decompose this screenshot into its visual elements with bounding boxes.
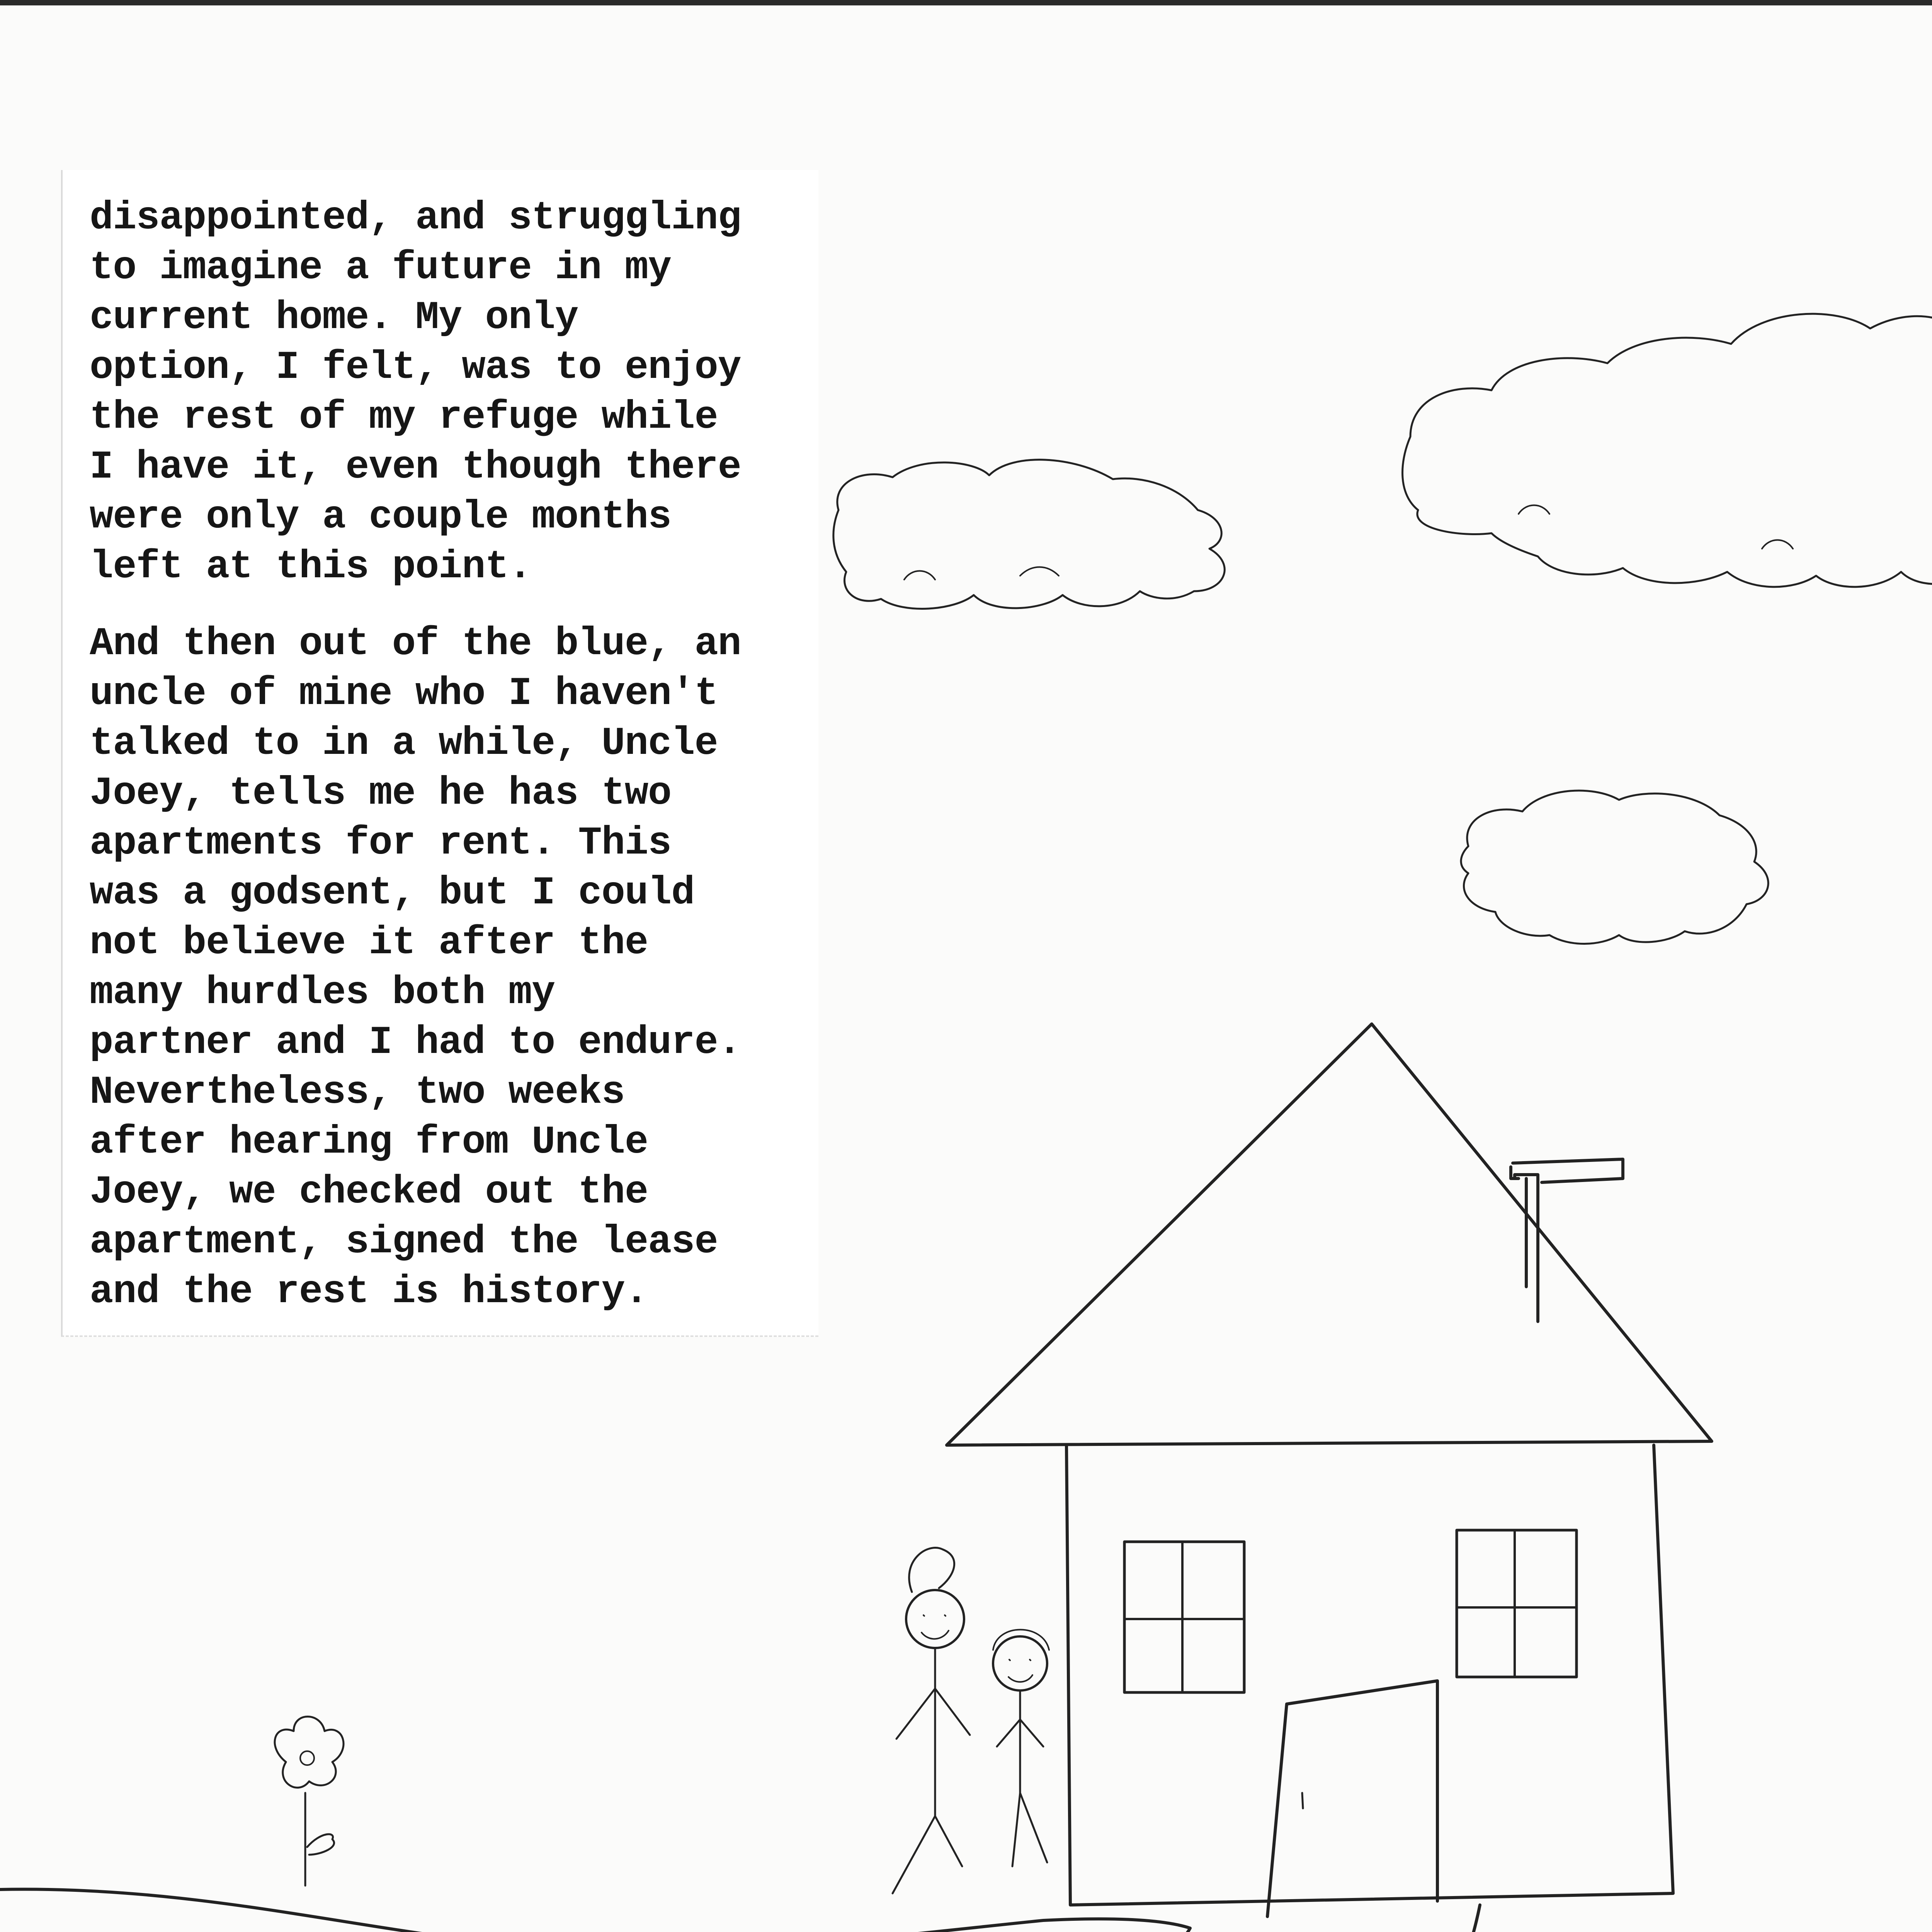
- road-icon: [0, 1889, 1480, 1932]
- cloud-icon: [833, 460, 1225, 609]
- article-paragraph-1: disappointed, and struggling to imagine a future in my current home. My only option, I felt, was to enjoy the rest of my refuge while I have it, even though there were only a couple months left at this point.: [90, 196, 741, 589]
- house-icon: [947, 1024, 1712, 1917]
- cloud-icon: [1403, 314, 1932, 587]
- cloud-icon: [1461, 791, 1768, 944]
- stick-figure-icon: [993, 1630, 1049, 1867]
- article-paragraph-2: And then out of the blue, an uncle of mine who I haven't talked to in a while, Uncle Joey, tells me he has two apartments for rent. This was a godsent, but I could not believe it after the many hurdles both my partner and I had to endure. Nevertheless, two weeks after hearing from Uncle Joey, we checked out the apartment, signed the lease and the rest is history.: [90, 621, 741, 1314]
- stick-figure-icon: [893, 1548, 970, 1893]
- flower-icon: [275, 1717, 344, 1886]
